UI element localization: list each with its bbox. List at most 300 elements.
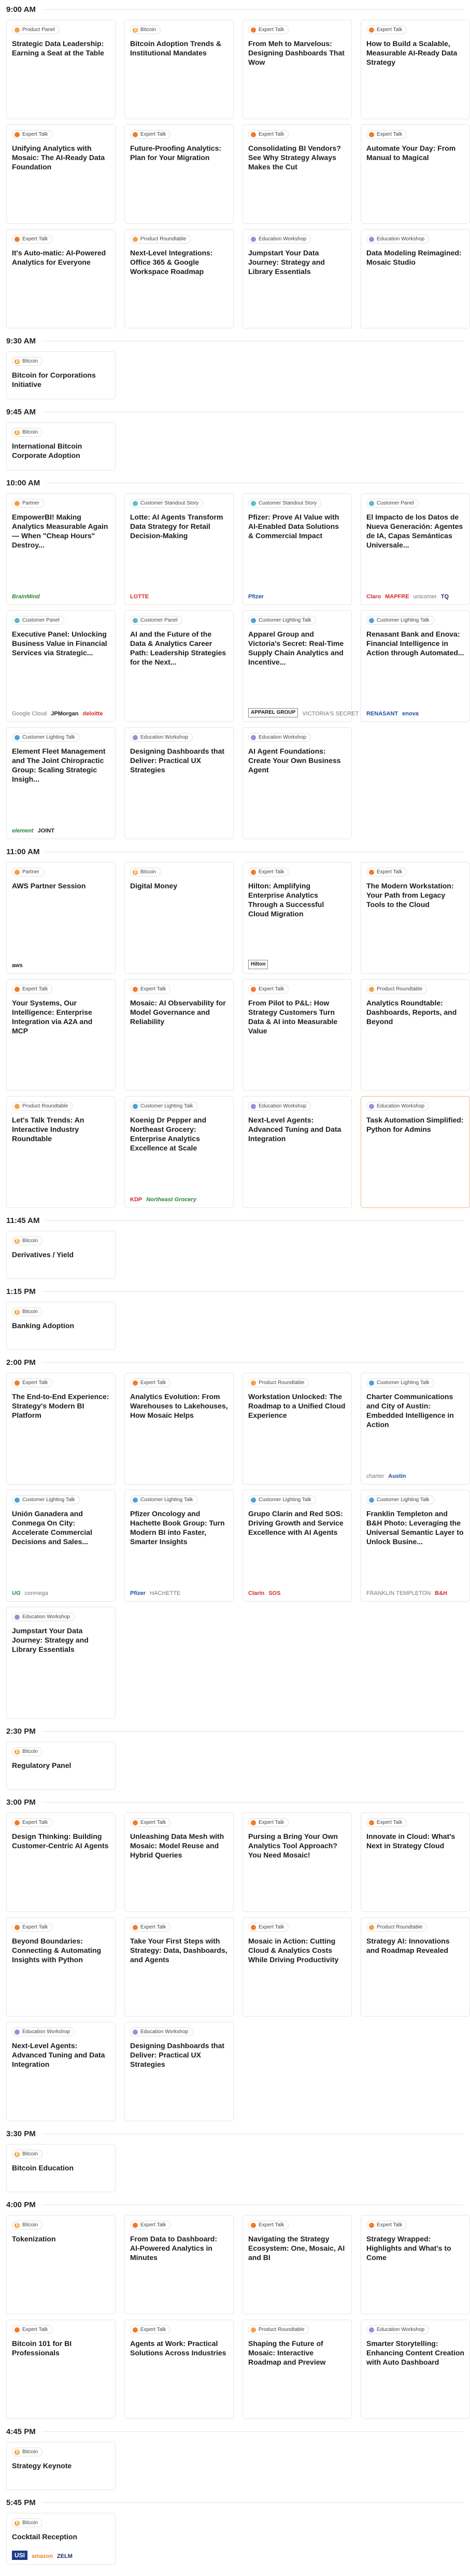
bitcoin-icon: ₿ bbox=[15, 2151, 19, 2156]
session-type-label: Expert Talk bbox=[377, 132, 403, 137]
time-slot bbox=[6, 334, 463, 399]
time-slot-header bbox=[6, 1284, 463, 1299]
session-type-badge bbox=[12, 2150, 42, 2158]
session-type-label: Expert Talk bbox=[259, 27, 284, 33]
session-card[interactable] bbox=[6, 2513, 116, 2565]
session-type-badge bbox=[12, 868, 44, 876]
session-title: Shaping the Future of Mosaic: Interactive Roadmap and Preview bbox=[248, 2339, 326, 2366]
session-title: Next-Level Agents: Advanced Tuning and Data Integration bbox=[12, 2041, 105, 2068]
session-grid bbox=[6, 20, 463, 328]
session-card[interactable] bbox=[124, 2320, 234, 2419]
session-title: Regulatory Panel bbox=[12, 1761, 72, 1769]
bitcoin-icon: ₿ bbox=[15, 429, 19, 435]
session-title: Hilton: Amplifying Enterprise Analytics Through a Successful Cloud Migration bbox=[248, 882, 324, 918]
session-card[interactable] bbox=[361, 979, 470, 1091]
category-dot-icon bbox=[369, 618, 374, 623]
session-card[interactable] bbox=[124, 610, 234, 722]
session-type-label: Bitcoin bbox=[22, 2520, 38, 2526]
sponsor-logo: deloitte bbox=[82, 711, 103, 717]
session-title: International Bitcoin Corporate Adoption bbox=[12, 442, 82, 459]
category-dot-icon bbox=[15, 132, 20, 137]
sponsor-logo: Claro bbox=[366, 594, 381, 600]
time-slot-header bbox=[6, 476, 463, 490]
session-card[interactable] bbox=[124, 124, 234, 224]
session-type-badge bbox=[366, 1495, 434, 1504]
session-type-label: Customer Lighting Talk bbox=[377, 1380, 430, 1386]
session-grid bbox=[6, 2215, 463, 2419]
session-type-label: Expert Talk bbox=[22, 2327, 48, 2333]
category-dot-icon bbox=[251, 1104, 256, 1109]
sponsor-logos bbox=[366, 1469, 464, 1480]
time-slot-header bbox=[6, 405, 463, 419]
session-type-label: Customer Lighting Talk bbox=[22, 735, 75, 740]
sponsor-logo: charter bbox=[366, 1473, 384, 1479]
sponsor-logos bbox=[12, 823, 110, 834]
session-card[interactable] bbox=[243, 493, 352, 605]
session-type-label: Customer Lighting Talk bbox=[377, 1497, 430, 1503]
session-card[interactable] bbox=[6, 493, 116, 605]
session-title: Beyond Boundaries: Connecting & Automating Insights with Python bbox=[12, 1937, 102, 1964]
session-type-label: Product Roundtable bbox=[259, 1380, 305, 1386]
session-type-badge bbox=[12, 1236, 42, 1245]
session-card[interactable] bbox=[243, 2320, 352, 2419]
session-card[interactable] bbox=[361, 493, 470, 605]
session-card[interactable] bbox=[243, 1490, 352, 1602]
category-dot-icon bbox=[15, 27, 20, 33]
session-type-badge bbox=[366, 1378, 434, 1387]
session-title: Tokenization bbox=[12, 2235, 56, 2243]
session-title: Pfizer: Prove AI Value with AI-Enabled Data Solutions & Commercial Impact bbox=[248, 513, 339, 540]
session-title: Cocktail Reception bbox=[12, 2532, 78, 2541]
session-title: Let's Talk Trends: An Interactive Industry Roundtable bbox=[12, 1116, 84, 1143]
time-slot-label: 3:00 PM bbox=[6, 1797, 36, 1807]
sponsor-logo: unicomer bbox=[413, 594, 437, 600]
sponsor-logo: amazon bbox=[32, 2553, 53, 2559]
session-title: Mosaic in Action: Cutting Cloud & Analytics Costs While Driving Productivity bbox=[248, 1937, 339, 1964]
sponsor-logo: Northeast Grocery bbox=[146, 1197, 196, 1203]
session-card[interactable] bbox=[6, 1607, 116, 1719]
session-type-label: Partner bbox=[22, 869, 39, 875]
session-type-badge bbox=[130, 499, 203, 508]
session-type-badge bbox=[12, 1307, 42, 1316]
session-card[interactable] bbox=[361, 229, 470, 328]
session-card[interactable] bbox=[243, 20, 352, 119]
session-type-label: Bitcoin bbox=[22, 2449, 38, 2455]
divider bbox=[42, 1362, 463, 1363]
session-card[interactable] bbox=[243, 2215, 352, 2314]
session-card[interactable] bbox=[6, 1302, 116, 1350]
sponsor-logos bbox=[130, 589, 228, 600]
session-card[interactable] bbox=[243, 1373, 352, 1485]
sponsor-logo: enova bbox=[402, 711, 419, 717]
session-card[interactable] bbox=[243, 1812, 352, 1912]
session-type-label: Expert Talk bbox=[140, 2222, 166, 2228]
session-title: The End-to-End Experience: Strategy's Modern BI Platform bbox=[12, 1392, 109, 1419]
session-card[interactable] bbox=[6, 979, 116, 1091]
session-title: Take Your First Steps with Strategy: Data, Dashboards, and Agents bbox=[130, 1937, 227, 1964]
session-type-badge bbox=[12, 357, 42, 366]
session-card[interactable] bbox=[243, 229, 352, 328]
session-title: It's Auto-matic: AI-Powered Analytics for Everyone bbox=[12, 249, 106, 266]
time-slot-label: 2:30 PM bbox=[6, 1726, 36, 1736]
session-type-badge bbox=[12, 616, 64, 625]
session-card[interactable] bbox=[124, 862, 234, 974]
session-card[interactable] bbox=[124, 979, 234, 1091]
session-type-label: Education Workshop bbox=[259, 236, 307, 242]
time-slot-header bbox=[6, 2197, 463, 2212]
session-card[interactable] bbox=[6, 1096, 116, 1208]
time-slot bbox=[6, 1284, 463, 1350]
sponsor-logos bbox=[130, 1586, 228, 1597]
sponsor-logos bbox=[12, 1586, 110, 1597]
session-card[interactable] bbox=[243, 979, 352, 1091]
session-type-badge bbox=[248, 1818, 289, 1827]
session-card[interactable] bbox=[6, 862, 116, 974]
session-title: Bitcoin for Corporations Initiative bbox=[12, 371, 96, 388]
session-type-badge bbox=[366, 2221, 407, 2229]
time-slot bbox=[6, 2495, 463, 2565]
divider bbox=[42, 9, 463, 10]
sponsor-logo: ZELM bbox=[56, 2553, 73, 2559]
category-dot-icon bbox=[133, 237, 138, 242]
session-type-badge bbox=[366, 25, 407, 34]
divider bbox=[42, 1291, 463, 1292]
session-type-badge bbox=[248, 25, 289, 34]
session-title: Designing Dashboards that Deliver: Practical UX Strategies bbox=[130, 747, 225, 774]
category-dot-icon bbox=[15, 237, 20, 242]
session-card[interactable] bbox=[6, 351, 116, 399]
session-card[interactable] bbox=[361, 1917, 470, 2017]
session-type-label: Expert Talk bbox=[377, 869, 403, 875]
category-dot-icon bbox=[251, 2327, 256, 2333]
session-type-badge bbox=[130, 1102, 198, 1111]
session-title: Pursing a Bring Your Own Analytics Tool Approach? You Need Mosaic! bbox=[248, 1832, 338, 1859]
session-title: AWS Partner Session bbox=[12, 882, 86, 890]
session-title: Strategy Wrapped: Highlights and What's to Come bbox=[366, 2235, 451, 2262]
divider bbox=[42, 2431, 463, 2432]
session-card[interactable] bbox=[243, 1917, 352, 2017]
sponsor-logo: HACHETTE bbox=[149, 1590, 181, 1596]
time-slot bbox=[6, 1355, 463, 1719]
time-slot-label: 5:45 PM bbox=[6, 2498, 36, 2507]
session-title: Bitcoin Education bbox=[12, 2164, 74, 2172]
session-card[interactable] bbox=[6, 422, 116, 470]
sponsor-logo: SOS bbox=[268, 1590, 281, 1596]
session-type-label: Product Roundtable bbox=[377, 1924, 423, 1930]
sponsor-logo: KDP bbox=[130, 1197, 143, 1203]
bitcoin-icon: ₿ bbox=[15, 2520, 19, 2525]
session-card[interactable] bbox=[243, 727, 352, 839]
session-type-badge bbox=[130, 2325, 170, 2334]
time-slot-label: 9:45 AM bbox=[6, 407, 36, 416]
sponsor-logo: BrainMind bbox=[12, 594, 40, 600]
session-type-badge bbox=[248, 733, 311, 742]
session-card[interactable] bbox=[124, 727, 234, 839]
session-title: Smarter Storytelling: Enhancing Content Creation with Auto Dashboard bbox=[366, 2339, 464, 2366]
session-title: Next-Level Agents: Advanced Tuning and Data Integration bbox=[248, 1116, 341, 1143]
session-card[interactable] bbox=[361, 2320, 470, 2419]
session-card[interactable] bbox=[243, 862, 352, 974]
divider bbox=[42, 1731, 463, 1732]
session-card[interactable] bbox=[6, 2022, 116, 2121]
session-title: The Modern Workstation: Your Path from Legacy Tools to the Cloud bbox=[366, 882, 454, 909]
session-title: Executive Panel: Unlocking Business Value in Financial Services via Strategic... bbox=[12, 630, 107, 657]
category-dot-icon bbox=[251, 870, 256, 875]
category-dot-icon bbox=[133, 2030, 138, 2035]
time-slot bbox=[6, 476, 463, 839]
session-type-badge bbox=[366, 985, 427, 994]
time-slot-label: 9:30 AM bbox=[6, 336, 36, 346]
session-card[interactable] bbox=[6, 1373, 116, 1485]
session-card[interactable] bbox=[361, 862, 470, 974]
session-type-badge bbox=[130, 2221, 170, 2229]
sponsor-logos bbox=[12, 958, 110, 969]
session-title: Unleashing Data Mesh with Mosaic: Model Reuse and Hybrid Queries bbox=[130, 1832, 224, 1859]
time-slot-label: 1:15 PM bbox=[6, 1287, 36, 1296]
session-card[interactable] bbox=[6, 610, 116, 722]
session-card[interactable] bbox=[6, 2144, 116, 2192]
session-type-label: Product Panel bbox=[22, 27, 55, 33]
session-title: Charter Communications and City of Austin: Embedded Intelligence in Action bbox=[366, 1392, 454, 1429]
sponsor-logo: Hilton bbox=[248, 960, 268, 969]
session-type-badge bbox=[248, 616, 316, 625]
category-dot-icon bbox=[15, 987, 20, 992]
session-type-label: Expert Talk bbox=[22, 236, 48, 242]
category-dot-icon bbox=[15, 618, 20, 623]
session-card[interactable] bbox=[124, 1812, 234, 1912]
session-card[interactable] bbox=[243, 610, 359, 722]
session-type-badge bbox=[12, 2448, 42, 2456]
session-title: Element Fleet Management and The Joint Chiropractic Group: Scaling Strategic Insigh... bbox=[12, 747, 106, 783]
session-card[interactable] bbox=[361, 1373, 470, 1485]
category-dot-icon bbox=[369, 870, 374, 875]
session-type-badge bbox=[248, 1495, 316, 1504]
sponsor-logos bbox=[366, 1586, 464, 1597]
time-slot-header bbox=[6, 844, 463, 859]
session-type-badge bbox=[130, 1495, 198, 1504]
session-card[interactable] bbox=[6, 1917, 116, 2017]
session-type-label: Product Roundtable bbox=[140, 236, 187, 242]
session-grid bbox=[6, 2144, 463, 2192]
session-card[interactable] bbox=[6, 1812, 116, 1912]
session-type-badge bbox=[12, 1747, 42, 1756]
time-slot-header bbox=[6, 1355, 463, 1370]
category-dot-icon bbox=[15, 501, 20, 506]
session-type-label: Expert Talk bbox=[259, 869, 284, 875]
time-slot bbox=[6, 1213, 463, 1279]
session-grid bbox=[6, 1373, 463, 1719]
session-title: AI and the Future of the Data & Analytics Career Path: Leadership Strategies for the Next... bbox=[130, 630, 226, 666]
time-slot-header bbox=[6, 2495, 463, 2510]
session-card[interactable] bbox=[6, 1490, 116, 1602]
session-type-badge bbox=[366, 1923, 427, 1932]
category-dot-icon bbox=[133, 2223, 138, 2228]
session-title: Renasant Bank and Enova: Financial Intelligence in Action through Automated... bbox=[366, 630, 464, 657]
category-dot-icon bbox=[251, 27, 256, 33]
session-title: Unión Ganadera and Conmega On City: Accelerate Commercial Decisions and Sales... bbox=[12, 1509, 92, 1546]
category-dot-icon bbox=[251, 1925, 256, 1930]
session-type-label: Customer Lighting Talk bbox=[140, 1103, 193, 1109]
session-card[interactable] bbox=[243, 1096, 352, 1208]
session-type-badge bbox=[130, 1923, 170, 1932]
session-type-badge bbox=[248, 2325, 309, 2334]
session-type-badge bbox=[248, 1378, 309, 1387]
category-dot-icon bbox=[15, 1820, 20, 1825]
sponsor-logos bbox=[248, 589, 346, 600]
session-type-label: Customer Lighting Talk bbox=[377, 617, 430, 623]
session-title: Pfizer Oncology and Hachette Book Group: Turn Modern BI into Faster, Smarter Insights bbox=[130, 1509, 225, 1546]
time-slot-header bbox=[6, 1724, 463, 1738]
session-type-label: Bitcoin bbox=[22, 1238, 38, 1244]
session-type-label: Education Workshop bbox=[22, 2029, 70, 2035]
time-slot-header bbox=[6, 1795, 463, 1809]
category-dot-icon bbox=[133, 618, 138, 623]
sponsor-logos bbox=[12, 589, 110, 600]
time-slot-label: 3:30 PM bbox=[6, 2129, 36, 2138]
session-card[interactable] bbox=[6, 2320, 116, 2419]
category-dot-icon bbox=[133, 501, 138, 506]
session-card[interactable] bbox=[124, 493, 234, 605]
time-slot-header bbox=[6, 2126, 463, 2141]
session-type-label: Partner bbox=[22, 500, 39, 506]
session-type-label: Bitcoin bbox=[22, 1309, 38, 1315]
session-card[interactable] bbox=[6, 20, 116, 119]
sponsor-logos bbox=[366, 589, 464, 600]
divider bbox=[42, 1802, 463, 1803]
session-card[interactable] bbox=[361, 20, 470, 119]
category-dot-icon bbox=[369, 27, 374, 33]
session-card[interactable] bbox=[6, 1742, 116, 1790]
session-card[interactable] bbox=[124, 2022, 234, 2121]
session-card[interactable] bbox=[361, 1490, 470, 1602]
session-type-label: Expert Talk bbox=[22, 1380, 48, 1386]
session-title: Innovate in Cloud: What's Next in Strategy Cloud bbox=[366, 1832, 455, 1850]
category-dot-icon bbox=[251, 1498, 256, 1503]
category-dot-icon bbox=[133, 132, 138, 137]
session-type-badge bbox=[12, 235, 52, 243]
session-title: Task Automation Simplified: Python for Admins bbox=[366, 1116, 464, 1133]
sponsor-logos bbox=[12, 2549, 110, 2560]
session-grid bbox=[6, 2442, 463, 2490]
category-dot-icon bbox=[133, 1820, 138, 1825]
session-title: From Data to Dashboard: AI-Powered Analytics in Minutes bbox=[130, 2235, 218, 2262]
category-dot-icon bbox=[369, 1498, 374, 1503]
category-dot-icon bbox=[15, 2327, 20, 2333]
sponsor-logos bbox=[248, 706, 359, 717]
session-card[interactable] bbox=[124, 1917, 234, 2017]
session-type-badge bbox=[130, 868, 161, 876]
session-card[interactable] bbox=[6, 1231, 116, 1279]
session-card[interactable] bbox=[6, 727, 116, 839]
bitcoin-icon: ₿ bbox=[133, 869, 137, 874]
session-grid bbox=[6, 1231, 463, 1279]
session-type-badge bbox=[248, 1102, 311, 1111]
sponsor-logo: JPMorgan bbox=[51, 711, 79, 717]
session-title: Your Systems, Our Intelligence: Enterprise Integration via A2A and MCP bbox=[12, 999, 93, 1035]
bitcoin-icon: ₿ bbox=[15, 1238, 19, 1243]
session-card[interactable] bbox=[124, 20, 234, 119]
time-slot bbox=[6, 1724, 463, 1790]
session-card[interactable] bbox=[361, 1096, 470, 1208]
session-type-badge bbox=[130, 235, 191, 243]
session-card[interactable] bbox=[243, 124, 352, 224]
session-card[interactable] bbox=[124, 1490, 234, 1602]
session-type-badge bbox=[248, 235, 311, 243]
session-card[interactable] bbox=[361, 1812, 470, 1912]
session-type-label: Expert Talk bbox=[22, 1820, 48, 1825]
session-type-badge bbox=[12, 2519, 42, 2527]
session-type-badge bbox=[12, 130, 52, 139]
session-type-label: Bitcoin bbox=[22, 2151, 38, 2157]
session-title: Digital Money bbox=[130, 882, 178, 890]
sponsor-logo: APPAREL GROUP bbox=[248, 708, 298, 717]
session-type-label: Expert Talk bbox=[140, 986, 166, 992]
category-dot-icon bbox=[133, 1498, 138, 1503]
session-type-label: Bitcoin bbox=[22, 358, 38, 364]
time-slot-label: 2:00 PM bbox=[6, 1358, 36, 1367]
session-card[interactable] bbox=[361, 610, 470, 722]
session-type-label: Expert Talk bbox=[140, 2327, 166, 2333]
session-card[interactable] bbox=[6, 124, 116, 224]
session-title: Bitcoin 101 for BI Professionals bbox=[12, 2339, 72, 2357]
session-card[interactable] bbox=[361, 124, 470, 224]
category-dot-icon bbox=[369, 501, 374, 506]
category-dot-icon bbox=[251, 987, 256, 992]
session-card[interactable] bbox=[6, 2215, 116, 2314]
session-type-badge bbox=[366, 130, 407, 139]
category-dot-icon bbox=[15, 1925, 20, 1930]
session-type-label: Education Workshop bbox=[140, 2029, 189, 2035]
session-card[interactable] bbox=[124, 1373, 234, 1485]
session-type-badge bbox=[12, 499, 44, 508]
category-dot-icon bbox=[133, 987, 138, 992]
session-title: Automate Your Day: From Manual to Magical bbox=[366, 144, 456, 162]
session-card[interactable] bbox=[124, 229, 234, 328]
sponsor-logos bbox=[248, 1586, 346, 1597]
session-type-label: Customer Panel bbox=[140, 617, 178, 623]
session-type-badge bbox=[248, 499, 321, 508]
time-slot-header bbox=[6, 2424, 463, 2439]
sponsor-logo: UG bbox=[12, 1590, 21, 1596]
session-type-label: Expert Talk bbox=[259, 986, 284, 992]
time-slot-label: 10:00 AM bbox=[6, 478, 40, 487]
session-type-label: Expert Talk bbox=[22, 1924, 48, 1930]
session-type-badge bbox=[130, 985, 170, 994]
session-type-label: Expert Talk bbox=[22, 132, 48, 137]
session-card[interactable] bbox=[124, 1096, 234, 1208]
session-type-label: Customer Panel bbox=[22, 617, 60, 623]
category-dot-icon bbox=[369, 237, 374, 242]
category-dot-icon bbox=[15, 1498, 20, 1503]
session-card[interactable] bbox=[361, 2215, 470, 2314]
session-type-label: Product Roundtable bbox=[259, 2327, 305, 2333]
session-title: Strategic Data Leadership: Earning a Seat at the Table bbox=[12, 39, 104, 57]
session-type-label: Customer Panel bbox=[377, 500, 414, 506]
session-card[interactable] bbox=[6, 2442, 116, 2490]
session-type-label: Education Workshop bbox=[140, 735, 189, 740]
session-type-label: Customer Lighting Talk bbox=[140, 1497, 193, 1503]
session-type-badge bbox=[130, 25, 161, 34]
time-slot-header bbox=[6, 334, 463, 348]
session-title: Lotte: AI Agents Transform Data Strategy for Retail Decision-Making bbox=[130, 513, 223, 540]
session-card[interactable] bbox=[6, 229, 116, 328]
session-type-label: Expert Talk bbox=[259, 2222, 284, 2228]
bitcoin-icon: ₿ bbox=[15, 1309, 19, 1314]
category-dot-icon bbox=[251, 2223, 256, 2228]
session-grid bbox=[6, 1302, 463, 1350]
session-card[interactable] bbox=[124, 2215, 234, 2314]
time-slot bbox=[6, 405, 463, 470]
